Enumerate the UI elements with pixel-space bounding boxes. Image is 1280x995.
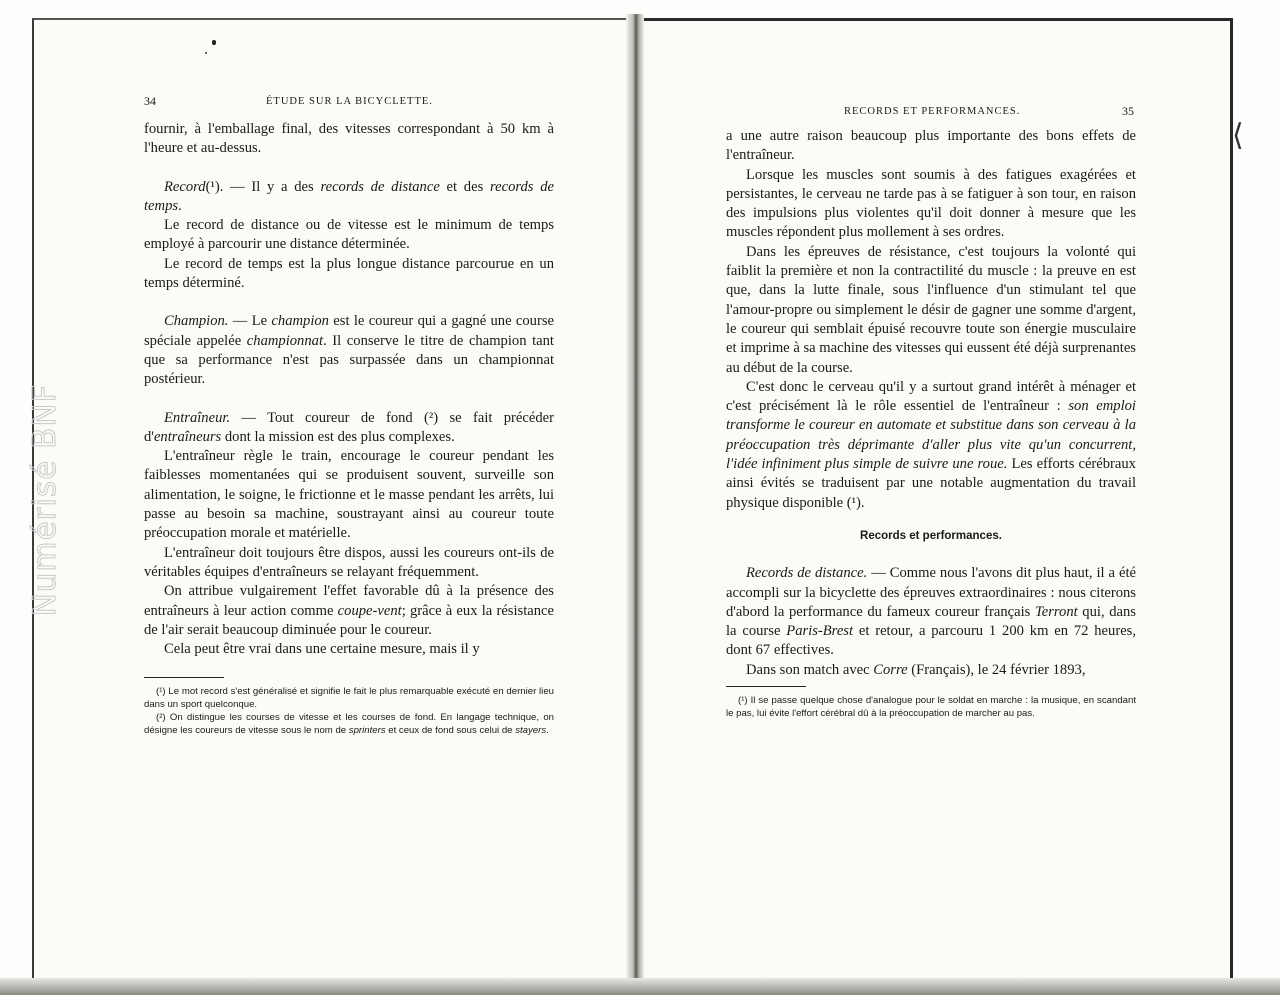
margin-mark: ⟨ <box>1232 119 1244 152</box>
footnote: (¹) Le mot record s'est généralisé et signifie le fait le plus remarquable exécuté en dernier lieu dans un sport quelconque. <box>144 686 554 710</box>
term-record: Record <box>164 178 206 195</box>
footnotes-left <box>144 686 554 737</box>
term-entraineur: Entraîneur. <box>164 409 231 426</box>
paragraph: L'entraîneur règle le train, encourage le coureur pendant les faiblesses momentanées qui se produisent souvent, surveille son alimentation, le soigne, le frictionne et le masse pendant les arrêts, lui passe au besoin sa machine, soustrayant ainsi au coureur toute préoccupation morale et matérielle. <box>144 448 554 542</box>
paragraph: L'entraîneur doit toujours être dispos, aussi les coureurs ont-ils de véritables équipes d'entraîneurs se relayant fréquemment. <box>144 544 554 580</box>
page-bottom-edge <box>0 978 1280 995</box>
ink-speck <box>212 40 216 45</box>
section-title: Records et performances. <box>860 529 1002 542</box>
paragraph: fournir, à l'emballage final, des vitesses correspondant à 50 km à l'heure et au-dessus. <box>144 121 554 157</box>
paragraph: Dans son match avec Corre (Français), le 24 février 1893, <box>746 661 1086 678</box>
term-records-distance: Records de distance. <box>746 565 868 582</box>
paragraph: Le record de temps est la plus longue distance parcourue en un temps déterminé. <box>144 255 554 292</box>
footnote: (²) On distingue les courses de vitesse et les courses de fond. En langage technique, on désigne les coureurs de vitesse sous le nom de sprinters et ceux de fond sous celui de stayers. <box>144 712 554 736</box>
footnote-rule <box>144 677 224 678</box>
paragraph: Lorsque les muscles sont soumis à des fatigues exagérées et persistantes, le cerveau ne tarde pas à se fatiguer à son tour, en raison des impulsions plus violentes qu'il doit donner à mesure que les muscles répondent plus mollement à ses ordres. <box>726 166 1136 241</box>
ink-speck <box>205 52 207 54</box>
footnote-rule <box>726 686 806 687</box>
paragraph: On attribue vulgairement l'effet favorable dû à la présence des entraîneurs à leur action comme coupe-vent; grâce à eux la résistance de l'air serait beaucoup diminuée pour le coureur. <box>144 583 554 638</box>
right-text-column <box>726 127 1136 721</box>
left-text-column <box>144 120 554 738</box>
footnotes-right <box>726 695 1136 720</box>
paragraph: Le record de distance ou de vitesse est le minimum de temps employé à parcourir une distance déterminée. <box>144 217 554 253</box>
page-number-left: 34 <box>144 94 156 108</box>
paragraph-entraineur: Entraîneur. — Tout coureur de fond (²) se fait précéder d'entraîneurs dont la mission est des plus complexes. <box>144 409 554 445</box>
paragraph-records-distance: Records de distance. — Comme nous l'avons dit plus haut, il a été accompli sur la bicyclette des épreuves extraordinaires : nous citerons d'abord la performance du fameux coureur français Terront qui, dans la course Paris-Brest et retour, a parcouru 1 200 km en 72 heures, dont 67 effectives. <box>726 565 1136 659</box>
watermark-bnf: Numérisé BNF <box>27 383 63 617</box>
paragraph-record: Record(¹). — Il y a des records de distance et des records de temps. <box>144 178 554 214</box>
paragraph-champion: Champion. — Le champion est le coureur qui a gagné une course spéciale appelée championnat. Il conserve le titre de champion tant que sa performance n'est pas surpassée dans un championnat postérieur. <box>144 313 554 388</box>
paragraph: Cela peut être vrai dans une certaine mesure, mais il y <box>164 641 480 658</box>
running-head-right: RECORDS ET PERFORMANCES. <box>844 106 1021 117</box>
paragraph: Dans les épreuves de résistance, c'est toujours la volonté qui faiblit la première et non la contractilité du muscle : la preuve en est que, dans la lutte finale, sous l'influence d'un stimulant tel que l'amour-propre ou simplement le désir de gagner une somme d'argent, le coureur qui semblait épuisé recouvre toute son énergie musculaire et imprime à sa machine des vitesses qui eussent été déjà surprenantes au début de la course. <box>726 243 1136 376</box>
page-number-right: 35 <box>1122 104 1134 118</box>
term-champion: Champion. <box>164 313 229 330</box>
running-head-left: ÉTUDE SUR LA BICYCLETTE. <box>266 96 433 107</box>
paragraph: C'est donc le cerveau qu'il y a surtout grand intérêt à ménager et c'est précisément là le rôle essentiel de l'entraîneur : son emploi transforme le coureur en automate et substitue dans son cerveau à la préoccupation très déprimante d'aller plus vite qu'un concurrent, l'idée infiniment plus simple de suivre une roue. Les efforts cérébraux ainsi évités se traduisent par une notable augmentation du travail physique disponible (¹). <box>726 378 1136 511</box>
footnote: (¹) Il se passe quelque chose d'analogue pour le soldat en marche : la musique, en scandant le pas, lui évite l'effort cérébral dû à la préoccupation de marcher au pas. <box>726 695 1136 719</box>
paragraph: a une autre raison beaucoup plus importante des bons effets de l'entraîneur. <box>726 128 1136 164</box>
book-gutter <box>626 14 644 982</box>
